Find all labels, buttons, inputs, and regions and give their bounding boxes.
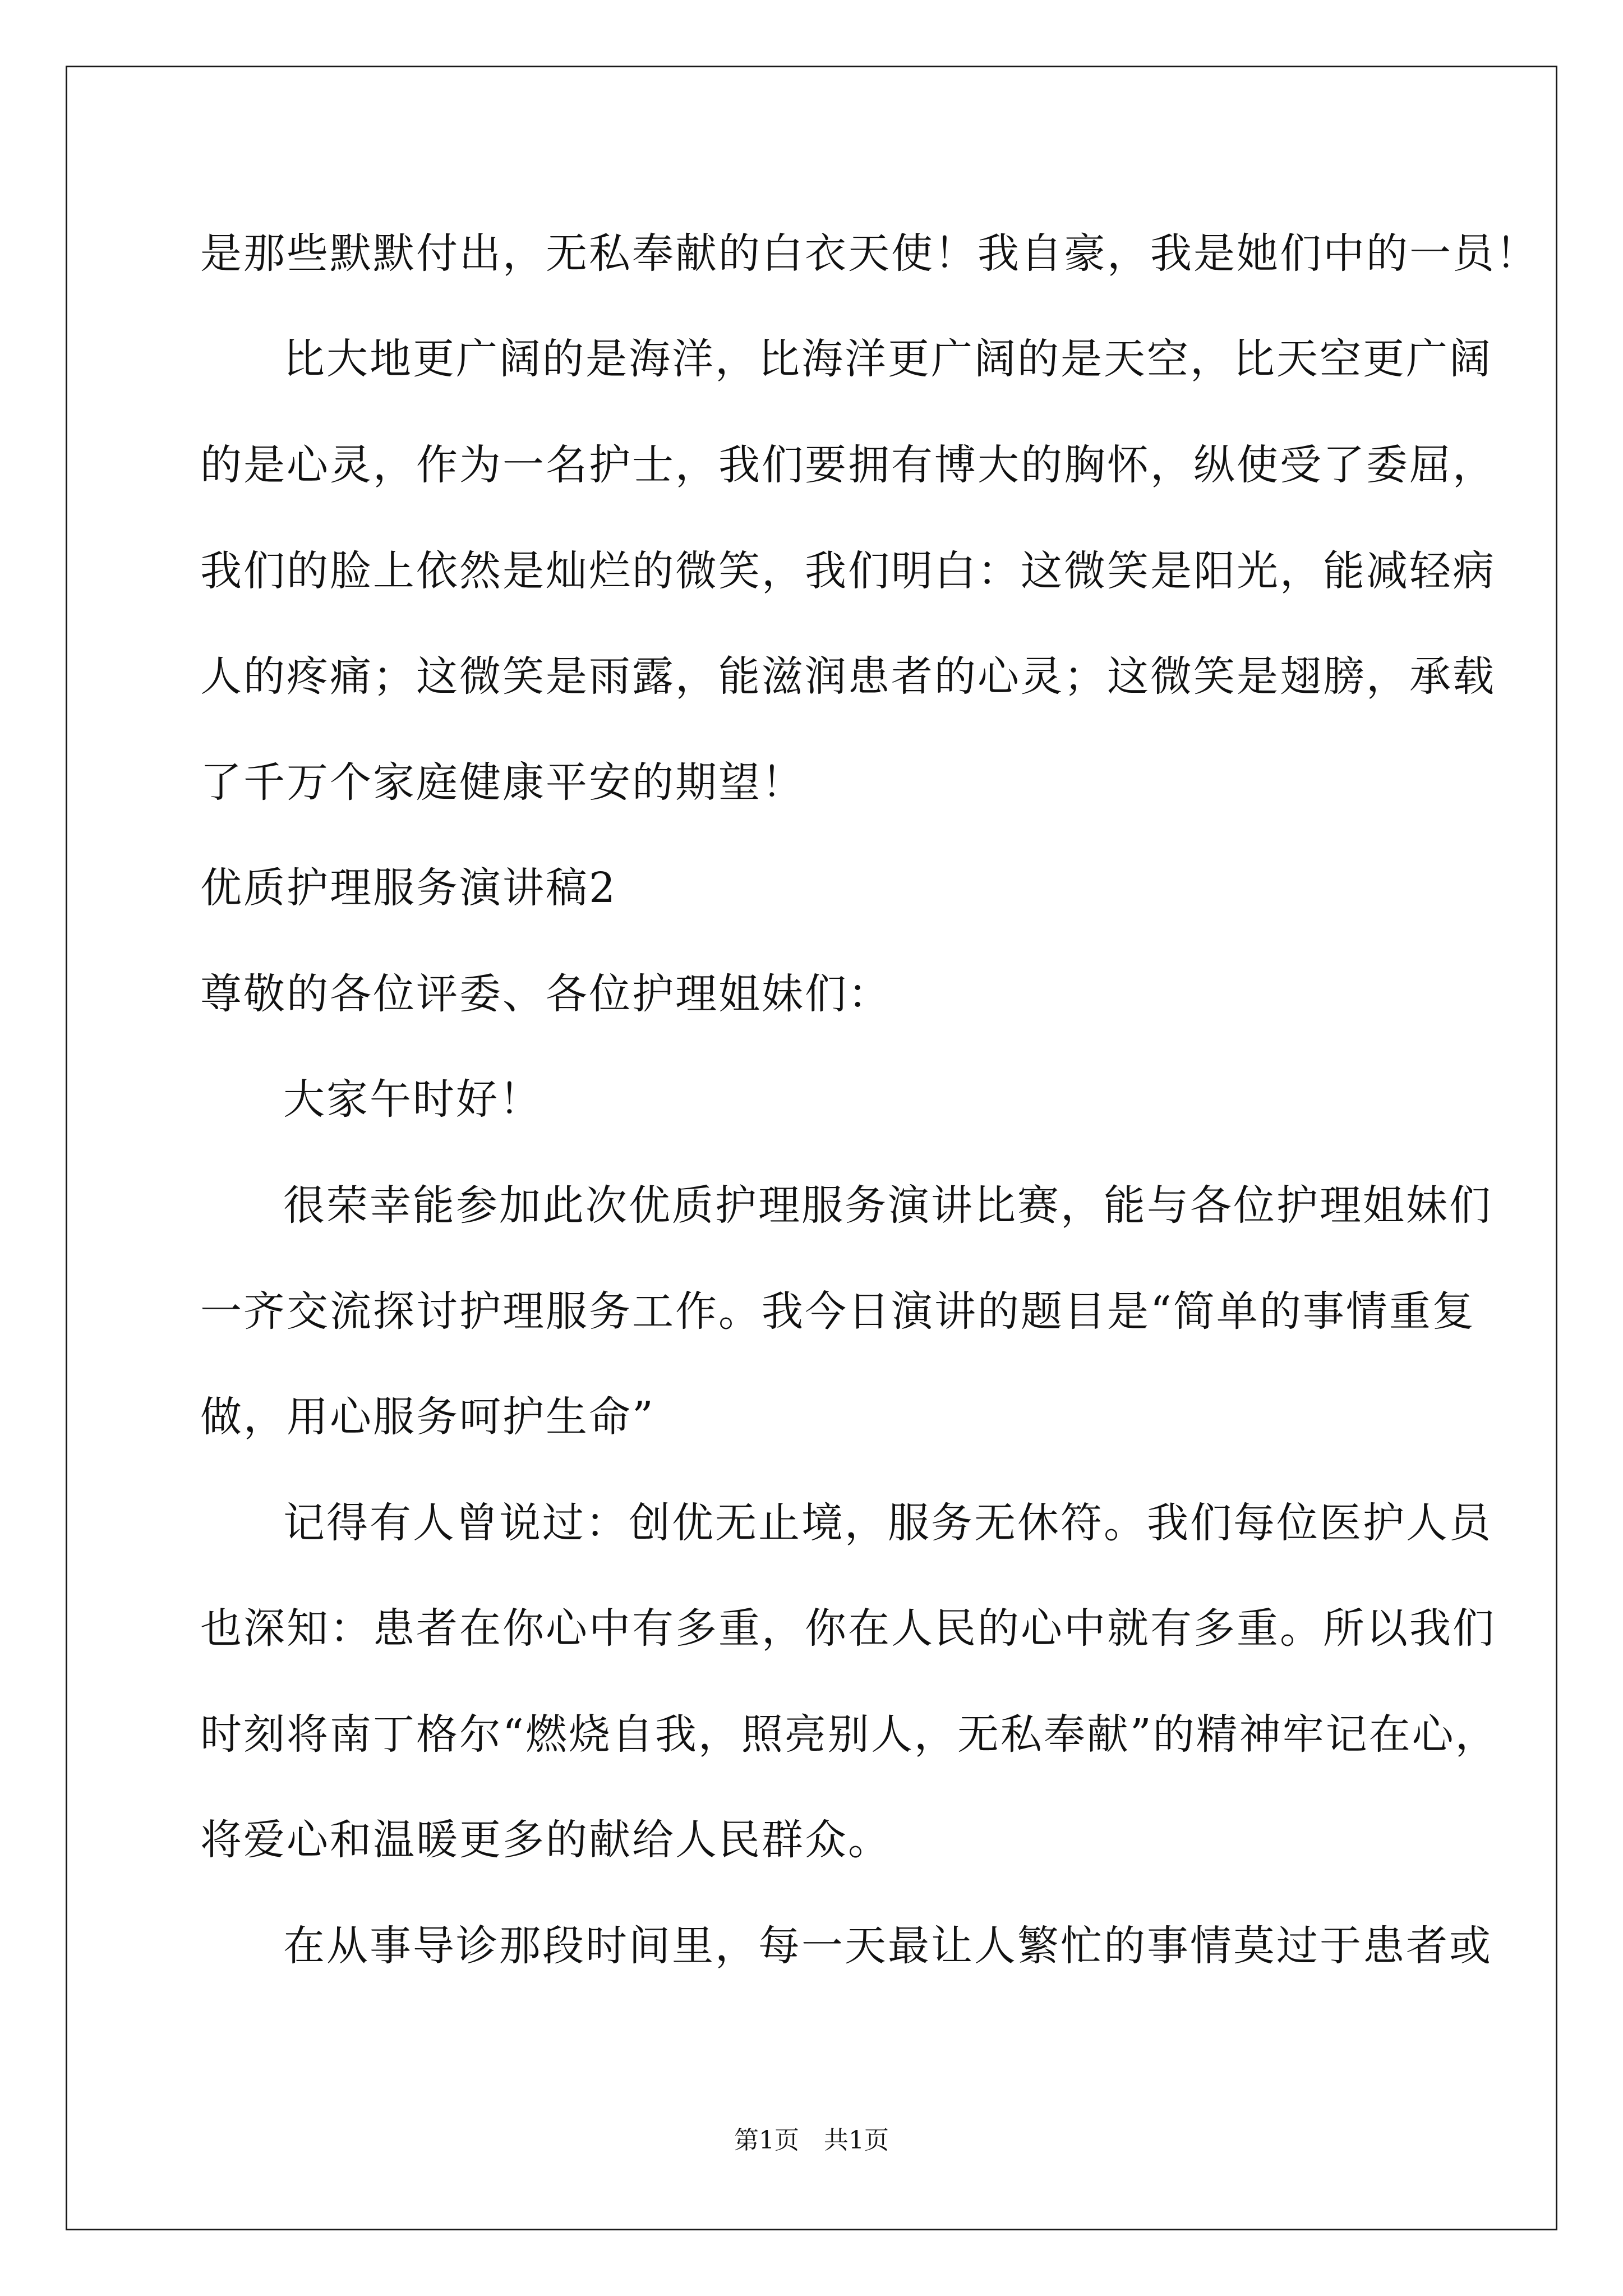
paragraph-line: 的是心灵，作为一名护士，我们要拥有博大的胸怀，纵使受了委屈， — [200, 441, 1496, 489]
paragraph-line: 很荣幸能参加此次优质护理服务演讲比赛，能与各位护理姐妹们 — [283, 1181, 1492, 1230]
paragraph-line: 在从事导诊那段时间里，每一天最让人繁忙的事情莫过于患者或 — [283, 1922, 1492, 1970]
paragraph-line: 将爱心和温暖更多的献给人民群众。 — [200, 1816, 891, 1864]
page-border — [66, 66, 1557, 2230]
paragraph-line: 也深知：患者在你心中有多重，你在人民的心中就有多重。所以我们 — [200, 1604, 1496, 1653]
section-heading: 优质护理服务演讲稿2 — [200, 864, 617, 912]
paragraph-line: 比大地更广阔的是海洋，比海洋更广阔的是天空，比天空更广阔 — [283, 335, 1492, 383]
paragraph-line: 做，用心服务呵护生命” — [200, 1393, 655, 1441]
salutation: 尊敬的各位评委、各位护理姐妹们： — [200, 970, 891, 1018]
paragraph-line: 人的疼痛；这微笑是雨露，能滋润患者的心灵；这微笑是翅膀，承载 — [200, 652, 1496, 701]
page-number: 第1页 共1页 — [734, 2126, 889, 2155]
paragraph-line: 记得有人曾说过：创优无止境，服务无休符。我们每位医护人员 — [283, 1499, 1492, 1547]
paragraph-line: 时刻将南丁格尔“燃烧自我，照亮别人，无私奉献”的精神牢记在心， — [200, 1710, 1498, 1759]
paragraph-line: 一齐交流探讨护理服务工作。我今日演讲的题目是“简单的事情重复 — [200, 1287, 1476, 1336]
paragraph-line: 是那些默默付出，无私奉献的白衣天使！我自豪，我是她们中的一员！ — [200, 229, 1539, 278]
greeting: 大家午时好！ — [283, 1075, 542, 1124]
paragraph-line: 了千万个家庭健康平安的期望！ — [200, 758, 805, 807]
paragraph-line: 我们的脸上依然是灿烂的微笑，我们明白：这微笑是阳光，能减轻病 — [200, 547, 1496, 595]
